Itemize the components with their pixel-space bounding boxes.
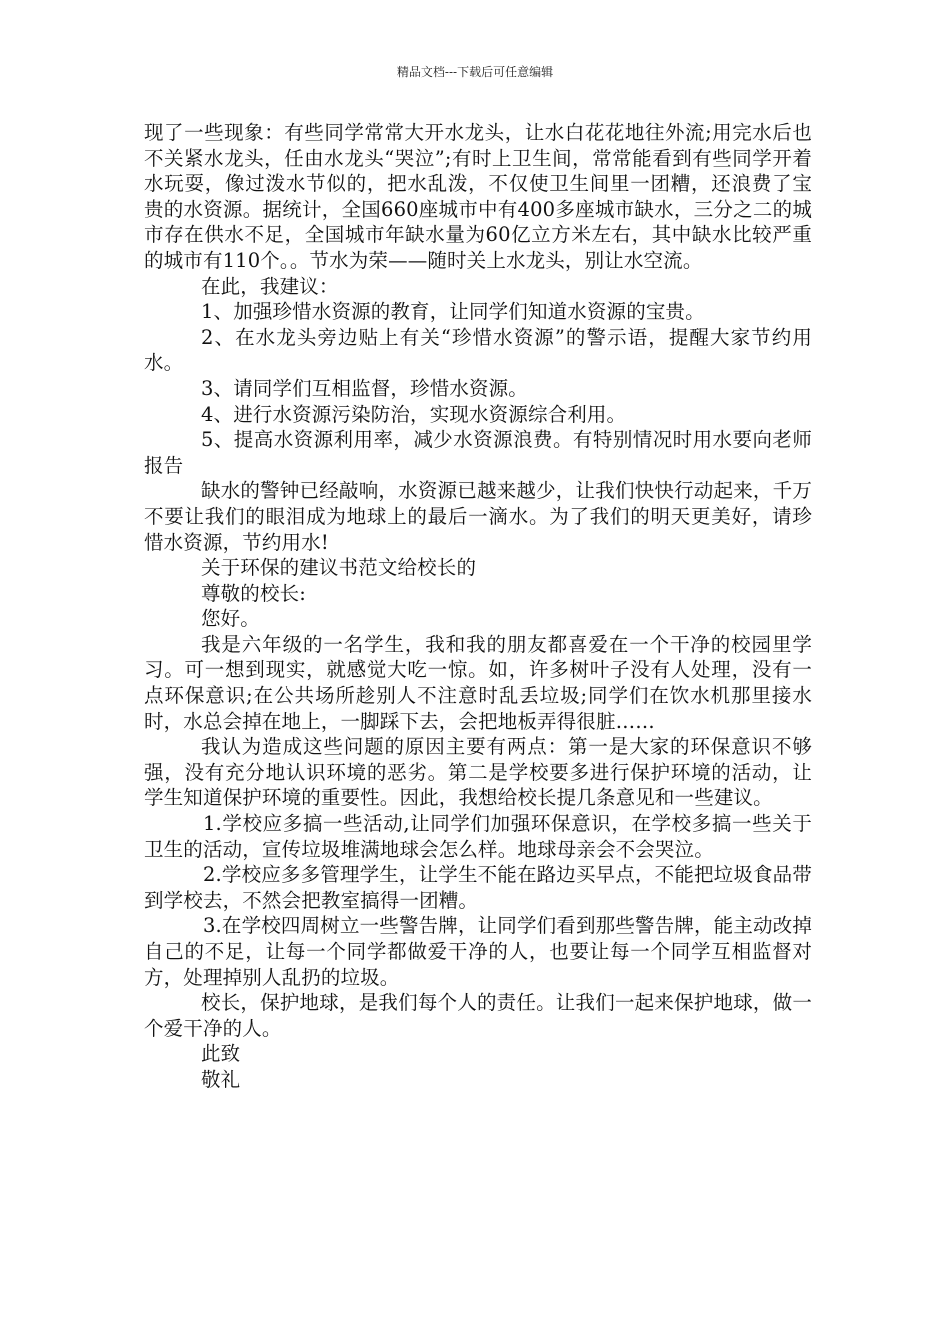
paragraph-closing-cizhi: 此致 — [201, 1042, 241, 1066]
paragraph-suggestion-1: 1、加强珍惜水资源的教育，让同学们知道水资源的宝贵。 — [201, 300, 705, 324]
paragraph-salutation: 尊敬的校长: — [201, 581, 306, 605]
paragraph-suggestion-5: 5、提高水资源利用率，减少水资源浪费。有特别情况时用水要向老师报告 — [144, 428, 812, 477]
paragraph-water-phenomena: 现了一些现象：有些同学常常大开水龙头，让水白花花地往外流;用完水后也不关紧水龙头，任由水龙头“哭泣”;有时上卫生间，常常能看到有些同学开着水玩耍，像过泼水节似的，把水乱泼，不仅使卫生间里一团糟，还浪费了宝贵的水资源。据统计，全国660座城市中有400多座城市缺水，三分之二的城市存在供水不足，全国城市年缺水量为60亿立方米左右，其中缺水比较严重的城市有110个。。节水为荣——随时关上水龙头，别让水空流。 — [144, 121, 812, 272]
paragraph-suggestion-2: 2、在水龙头旁边贴上有关“珍惜水资源”的警示语，提醒大家节约用水。 — [144, 325, 812, 375]
paragraph-water-conclusion: 缺水的警钟已经敲响，水资源已越来越少，让我们快快行动起来，千万不要让我们的眼泪成为地球上的最后一滴水。为了我们的明天更美好，请珍惜水资源，节约用水! — [144, 479, 812, 554]
paragraph-suggestion-intro: 在此，我建议： — [201, 274, 339, 298]
paragraph-suggestion-3: 3、请同学们互相监督，珍惜水资源。 — [201, 376, 528, 400]
paragraph-closing-jingli: 敬礼 — [201, 1067, 241, 1091]
paragraph-proposal-2: 2.学校应多多管理学生，让学生不能在路边买早点，不能把垃圾食品带到学校去，不然会把教室搞得一团糟。 — [144, 863, 812, 912]
paragraph-problem-causes: 我认为造成这些问题的原因主要有两点：第一是大家的环保意识不够强，没有充分地认识环境的恶劣。第二是学校要多进行保护环境的活动，让学生知道保护环境的重要性。因此，我想给校长提几条意见和一些建议。 — [144, 735, 812, 810]
paragraph-second-title: 关于环保的建议书范文给校长的 — [201, 556, 477, 580]
document-body — [144, 120, 812, 1093]
paragraph-closing-appeal: 校长，保护地球，是我们每个人的责任。让我们一起来保护地球，做一个爱干净的人。 — [144, 991, 812, 1040]
page-header: 精品文档---下载后可任意编辑 — [396, 65, 554, 79]
paragraph-student-intro: 我是六年级的一名学生，我和我的朋友都喜爱在一个干净的校园里学习。可一想到现实，就感觉大吃一惊。如，许多树叶子没有人处理，没有一点环保意识;在公共场所趁别人不注意时乱丢垃圾;同学们在饮水机那里接水时，水总会掉在地上，一脚踩下去，会把地板弄得很脏…… — [144, 632, 812, 733]
paragraph-proposal-1: 1.学校应多搞一些活动,让同学们加强环保意识，在学校多搞一些关于卫生的活动，宣传垃圾堆满地球会怎么样。地球母亲会不会哭泣。 — [144, 812, 812, 861]
paragraph-suggestion-4: 4、进行水资源污染防治，实现水资源综合利用。 — [201, 402, 627, 426]
paragraph-proposal-3: 3.在学校四周树立一些警告牌，让同学们看到那些警告牌，能主动改掉自己的不足，让每一个同学都做爱干净的人，也要让每一个同学互相监督对方，处理掉别人乱扔的垃圾。 — [144, 914, 812, 989]
paragraph-greeting: 您好。 — [201, 607, 260, 631]
